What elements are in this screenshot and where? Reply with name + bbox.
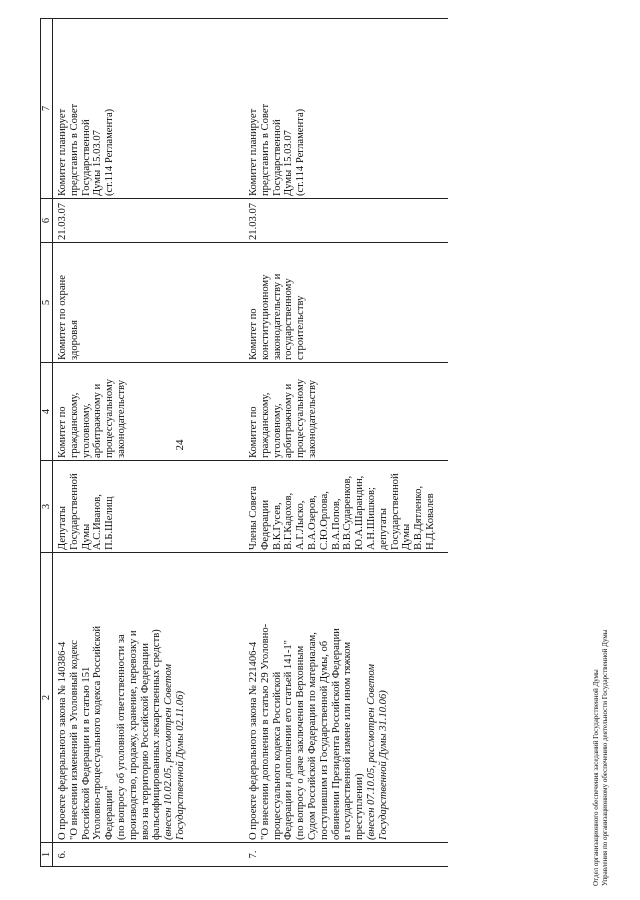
column-number-header-row <box>41 19 53 867</box>
table-row <box>240 19 448 867</box>
column-header-6: 6 <box>41 199 53 243</box>
committee-remark: Комитет планирует представить в Совет Государственной Думы 15.03.07 (ст.114 Регламента) <box>240 19 448 199</box>
footer-department-line: Отдел организационного обеспечения заседаний Государственной Думы <box>592 669 600 886</box>
column-header-7: 7 <box>41 19 53 199</box>
bill-title: О проекте федерального закона № 221406-4 "О внесении дополнения в статью 29 Уголовно- процессуального кодекса Российской Федерации и дополнении его статьей 141-1" (по вопросу о даче заключения Верховным Судом Российской Федерации по материалам, поступившим из Государственной Думы, об обвинении Президента Российской Федерации в государственной измене или ином тяжком преступлении) <box>248 623 366 840</box>
responsible-committee: Комитет по гражданскому, уголовному, арбитражному и процессуальному законодательству <box>53 363 241 461</box>
bill-description-cell <box>240 553 448 843</box>
bill-title: О проекте федерального закона № 140386-4 "О внесении изменений в Уголовный кодекс Российской Федерации и в статью 151 Уголовно-процессуального кодекса Российской Федерации" (по вопросу об уголовной ответственности за производство, продажу, хранение, перевозку и ввоз на территорию Российской Федерации фальсифицированных лекарственных средств) <box>57 625 163 840</box>
page-number: 24 <box>174 439 186 451</box>
column-header-1: 1 <box>41 843 53 867</box>
bill-authors: Члены Совета Федерации В.К.Гусев, В.Г.Кадохов, А.Г.Лыско, В.А.Озеров, С.Ю.Орлова, В.А.Попов, В.В.Сударенков, Ю.А.Шарандин, А.Н.Шишков; депутаты Государственной Думы В.В.Дятленко, Н.Д.Ковалев <box>240 461 448 553</box>
responsible-committee: Комитет по гражданскому, уголовному, арбитражному и процессуальному законодательству <box>240 363 448 461</box>
column-header-2: 2 <box>41 553 53 843</box>
bills-table <box>40 18 448 867</box>
footer-directorate-line: Управления по организационному обеспечению деятельности Государственной Думы <box>601 629 609 886</box>
co-executor-committee: Комитет по охране здоровья <box>53 243 241 363</box>
column-header-5: 5 <box>41 243 53 363</box>
review-date: 21.03.07 <box>53 199 241 243</box>
table-row <box>53 19 241 867</box>
bill-submission-note: (внесен 07.10.05, рассмотрен Советом Государственной Думы 31.10.06) <box>365 664 389 840</box>
column-header-4: 4 <box>41 363 53 461</box>
committee-remark: Комитет планирует представить в Совет Государственной Думы 15.03.07 (ст.114 Регламента) <box>53 19 241 199</box>
review-date: 21.03.07 <box>240 199 448 243</box>
row-number: 6. <box>53 843 241 867</box>
bill-submission-note: (внесен 10.02.05, рассмотрен Советом Государственной Думы 02.11.06) <box>163 664 186 840</box>
bill-description-cell <box>53 553 241 843</box>
bill-authors: Депутаты Государственной Думы А.С.Иванов, П.Б.Шелищ <box>53 461 241 553</box>
column-header-3: 3 <box>41 461 53 553</box>
row-number: 7. <box>240 843 448 867</box>
co-executor-committee: Комитет по конституционному законодательству и государственному строительству <box>240 243 448 363</box>
